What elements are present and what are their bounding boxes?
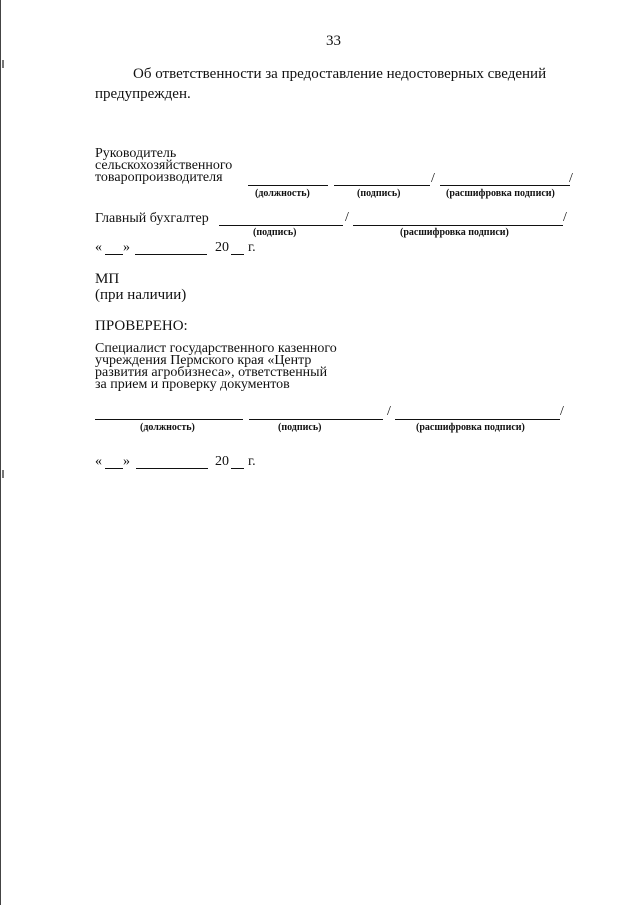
specialist-label-line: за прием и проверку документов [95, 377, 290, 392]
checked-separator: / [387, 404, 391, 419]
date2-close-quote: » [123, 454, 130, 469]
head-position-line [248, 185, 328, 186]
head-label-line: товаропроизводителя [95, 170, 223, 185]
head-label [95, 148, 232, 184]
specialist-label-line: Специалист государственного казенного [95, 341, 337, 356]
checked-caption-decoding: (расшифровка подписи) [416, 422, 525, 433]
checked-title: ПРОВЕРЕНО: [95, 318, 188, 334]
head-end-separator: / [569, 171, 573, 186]
edge-mark [2, 60, 4, 68]
checked-caption-signature: (подпись) [278, 422, 322, 433]
head-separator: / [431, 171, 435, 186]
specialist-label [95, 343, 337, 391]
head-label-line: сельскохозяйственного [95, 158, 233, 173]
specialist-label-line: учреждения Пермского края «Центр [95, 353, 312, 368]
date-open-quote: « [95, 240, 102, 255]
page-number: 33 [326, 33, 341, 49]
date-year: 20 [215, 240, 229, 255]
seal-label: МП [95, 271, 120, 287]
accountant-caption-decoding: (расшифровка подписи) [400, 227, 509, 238]
checked-end-separator: / [560, 404, 564, 419]
date2-year-line [231, 468, 244, 469]
accountant-separator: / [345, 210, 349, 225]
date-close-quote: » [123, 240, 130, 255]
checked-position-line [95, 419, 243, 420]
head-decoding-line [440, 185, 570, 186]
seal-note: (при наличии) [95, 287, 187, 303]
date-year-line [231, 254, 244, 255]
specialist-label-line: развития агробизнеса», ответственный [95, 365, 328, 380]
head-label-line: Руководитель [95, 146, 177, 161]
date-day-line [105, 254, 123, 255]
head-signature-line [334, 185, 430, 186]
checked-decoding-line [395, 419, 560, 420]
checked-caption-position: (должность) [140, 422, 195, 433]
head-caption-position: (должность) [255, 188, 310, 199]
accountant-signature-line [219, 225, 343, 226]
date2-open-quote: « [95, 454, 102, 469]
date2-month-line [136, 468, 208, 469]
accountant-label: Главный бухгалтер [95, 211, 209, 226]
date2-year: 20 [215, 454, 229, 469]
warning-line-1: Об ответственности за предоставление недостоверных сведений [133, 66, 547, 82]
date-month-line [135, 254, 207, 255]
date2-year-suffix: г. [248, 454, 256, 469]
page-edge [0, 0, 1, 905]
accountant-caption-signature: (подпись) [253, 227, 297, 238]
edge-mark [2, 470, 4, 478]
date2-day-line [105, 468, 123, 469]
date-year-suffix: г. [248, 240, 256, 255]
warning-line-2: предупрежден. [95, 86, 191, 102]
accountant-decoding-line [353, 225, 563, 226]
head-caption-decoding: (расшифровка подписи) [446, 188, 555, 199]
head-caption-signature: (подпись) [357, 188, 401, 199]
checked-signature-line [249, 419, 383, 420]
accountant-end-separator: / [563, 210, 567, 225]
